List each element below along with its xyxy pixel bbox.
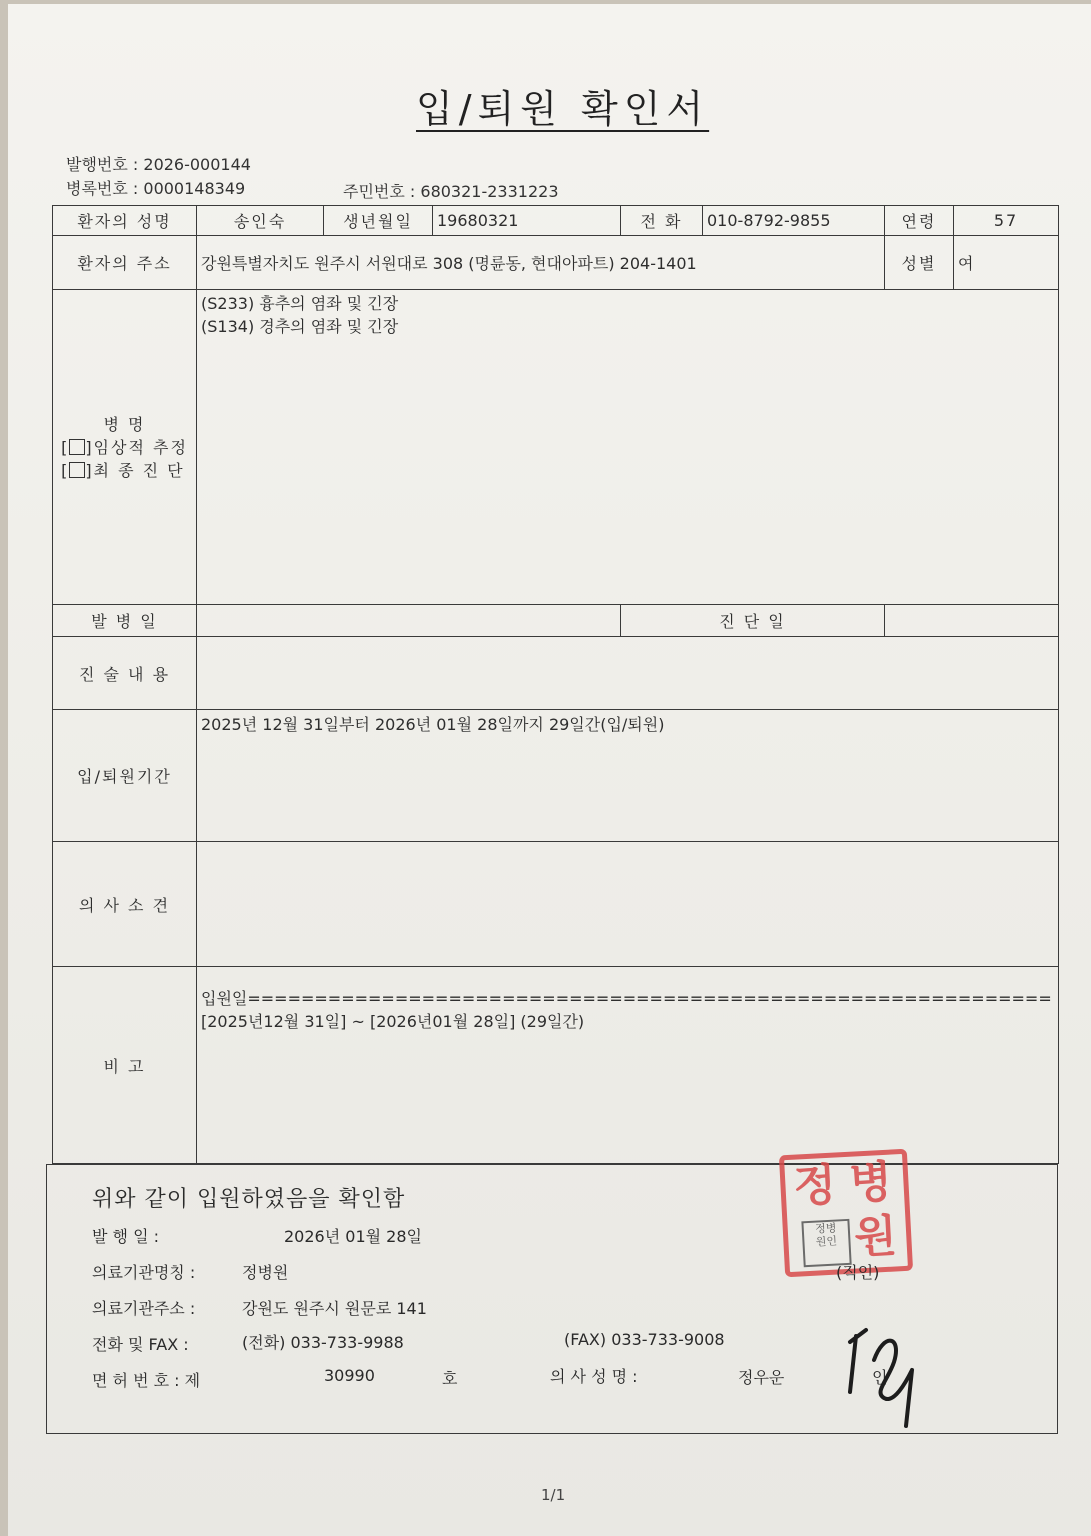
- confirmation-statement: 위와 같이 입원하였음을 확인함: [92, 1187, 406, 1212]
- option-clinical: [61, 436, 188, 459]
- record-number: 병록번호 : 0000148349: [66, 179, 246, 198]
- period-row: [53, 710, 1059, 842]
- diagnosis-item: (S134) 경추의 염좌 및 긴장: [201, 317, 399, 336]
- diagnosis-row: [53, 290, 1059, 605]
- onset-label: 발 병 일: [53, 605, 197, 637]
- issue-number: 발행번호 : 2026-000144: [66, 155, 251, 174]
- statement-row: [53, 637, 1059, 710]
- institution-address: 강원도 원주시 원문로 141: [242, 1299, 427, 1318]
- remarks-row: [53, 967, 1059, 1164]
- admission-form-table: [52, 205, 1059, 1164]
- address-label: 환자의 주소: [53, 236, 197, 290]
- onset-row: [53, 605, 1059, 637]
- resident-number: 주민번호 : 680321-2331223: [343, 182, 559, 201]
- institution-name: 정병원: [242, 1263, 289, 1282]
- document-title: 입/퇴원 확인서: [416, 87, 710, 131]
- telephone: (전화) 033-733-9988: [242, 1333, 404, 1352]
- sex-label: 성별: [885, 236, 954, 290]
- sign-suffix: 인: [872, 1368, 888, 1387]
- institution-name-label: 의료기관명칭 :: [92, 1263, 196, 1282]
- issue-date: 2026년 01월 28일: [284, 1227, 422, 1246]
- opinion-value: [197, 842, 1059, 967]
- statement-value: [197, 637, 1059, 710]
- option-final-label: ]최 종 진 단: [85, 460, 185, 480]
- patient-name: 송인숙: [197, 206, 324, 236]
- bracket-open: [: [61, 460, 70, 480]
- doctor-name-label: 의 사 성 명 :: [550, 1367, 638, 1386]
- diagnosis-item: (S233) 흉추의 염좌 및 긴장: [201, 294, 399, 313]
- remarks-value: [197, 967, 1059, 1164]
- age-label: 연령: [885, 206, 954, 236]
- diagnosis-date-label: 진 단 일: [621, 605, 885, 637]
- remarks-line: 입원일============================================================: [201, 989, 1052, 1008]
- phone-value: 010-8792-9855: [703, 206, 885, 236]
- remarks-label: 비 고: [53, 967, 197, 1164]
- institution-address-label: 의료기관주소 :: [92, 1299, 196, 1318]
- license-number: 30990: [324, 1366, 375, 1385]
- tel-fax-label: 전화 및 FAX :: [92, 1335, 189, 1354]
- clinical-checkbox[interactable]: [69, 439, 85, 455]
- bracket-open: [: [61, 437, 70, 457]
- patient-row-2: [53, 236, 1059, 290]
- patient-name-label: 환자의 성명: [53, 206, 197, 236]
- document-page: [8, 4, 1091, 1536]
- dob-value: 19680321: [433, 206, 621, 236]
- doctor-name: 정우운: [738, 1368, 785, 1387]
- option-clinical-label: ]임상적 추정: [85, 437, 188, 457]
- diagnosis-label: 병 명: [103, 414, 146, 434]
- diagnosis-list: [197, 290, 1059, 605]
- period-value: 2025년 12월 31일부터 2026년 01월 28일까지 29일간(입/퇴원): [197, 710, 1059, 842]
- diagnosis-date-value: [885, 605, 1059, 637]
- fax: (FAX) 033-733-9008: [564, 1330, 725, 1349]
- statement-label: 진 술 내 용: [53, 637, 197, 710]
- final-checkbox[interactable]: [69, 462, 85, 478]
- hospital-seal-stamp: 정 병 원 정병 원인: [779, 1149, 913, 1278]
- address-value: 강원특별자치도 원주시 서원대로 308 (명륜동, 현대아파트) 204-1401: [197, 236, 885, 290]
- page-number: 1/1: [541, 1486, 566, 1504]
- seal-label: (직인): [836, 1263, 880, 1282]
- sex-value: 여: [954, 236, 1059, 290]
- remarks-line: [2025년12월 31일] ~ [2026년01월 28일] (29일간): [201, 1012, 585, 1031]
- issue-date-label: 발 행 일 :: [92, 1227, 160, 1246]
- dob-label: 생년월일: [324, 206, 433, 236]
- patient-row-1: [53, 206, 1059, 236]
- option-final: [61, 459, 188, 482]
- onset-value: [197, 605, 621, 637]
- phone-label: 전 화: [621, 206, 703, 236]
- age-value: 57: [954, 206, 1059, 236]
- opinion-row: [53, 842, 1059, 967]
- license-suffix: 호: [442, 1369, 458, 1388]
- seal-inner-stamp: 정병 원인: [801, 1219, 851, 1267]
- period-label: 입/퇴원기간: [53, 710, 197, 842]
- license-label: 면 허 번 호 : 제: [92, 1371, 201, 1390]
- diagnosis-label-cell: [53, 290, 197, 605]
- doctor-signature: [844, 1322, 936, 1434]
- opinion-label: 의 사 소 견: [53, 842, 197, 967]
